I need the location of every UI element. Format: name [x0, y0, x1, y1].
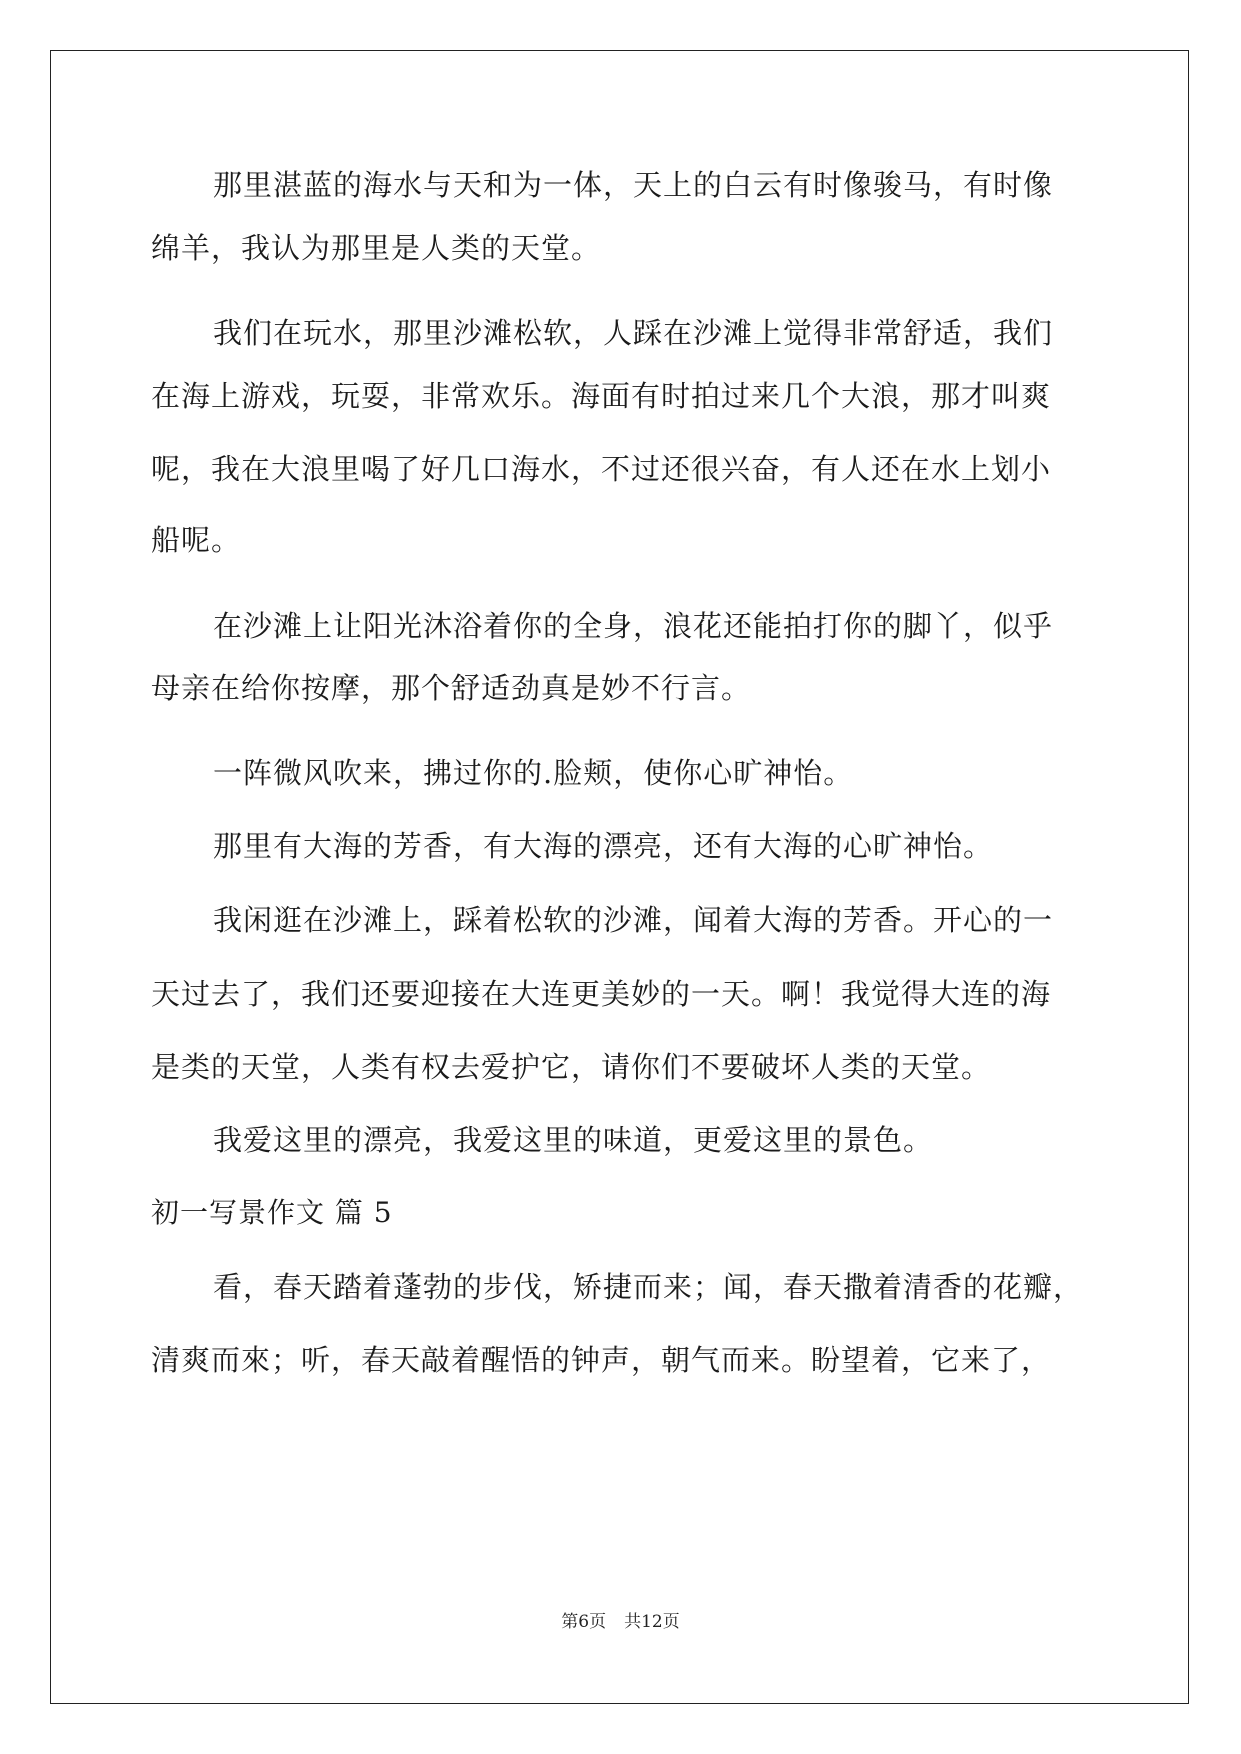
- text-line: 看，春天踏着蓬勃的步伐，矫捷而来；闻，春天撒着清香的花瓣，: [213, 1270, 1084, 1304]
- page-footer: [0, 1607, 1241, 1632]
- text-line: 是类的天堂，人类有权去爱护它，请你们不要破坏人类的天堂。: [151, 1050, 992, 1084]
- text-line: 清爽而來；听，春天敲着醒悟的钟声，朝气而来。盼望着，它来了，: [151, 1343, 1052, 1377]
- text-line: 天过去了，我们还要迎接在大连更美妙的一天。啊！我觉得大连的海: [151, 977, 1052, 1011]
- text-line: 母亲在给你按摩，那个舒适劲真是妙不行言。: [151, 671, 752, 705]
- text-line: 那里湛蓝的海水与天和为一体，天上的白云有时像骏马，有时像: [213, 168, 1054, 202]
- text-line: 我们在玩水，那里沙滩松软，人踩在沙滩上觉得非常舒适，我们: [213, 316, 1054, 350]
- page-border: [50, 50, 1189, 1704]
- total-pages-label: 共12页: [624, 1612, 680, 1632]
- text-line: 我闲逛在沙滩上，踩着松软的沙滩，闻着大海的芳香。开心的一: [213, 903, 1054, 937]
- text-line: 我爱这里的漂亮，我爱这里的味道，更爱这里的景色。: [213, 1123, 934, 1157]
- text-line: 一阵微风吹来，拂过你的.脸颊，使你心旷神怡。: [213, 756, 854, 790]
- text-line: 那里有大海的芳香，有大海的漂亮，还有大海的心旷神怡。: [213, 829, 994, 863]
- text-line: 在海上游戏，玩耍，非常欢乐。海面有时拍过来几个大浪，那才叫爽: [151, 379, 1052, 413]
- text-line: 在沙滩上让阳光沐浴着你的全身，浪花还能拍打你的脚丫，似乎: [213, 609, 1054, 643]
- text-line: 呢，我在大浪里喝了好几口海水，不过还很兴奋，有人还在水上划小: [151, 452, 1052, 486]
- section-heading: 初一写景作文 篇 5: [151, 1196, 393, 1229]
- current-page-label: 第6页: [561, 1612, 607, 1632]
- text-line: 船呢。: [151, 523, 242, 557]
- text-line: 绵羊，我认为那里是人类的天堂。: [151, 231, 602, 265]
